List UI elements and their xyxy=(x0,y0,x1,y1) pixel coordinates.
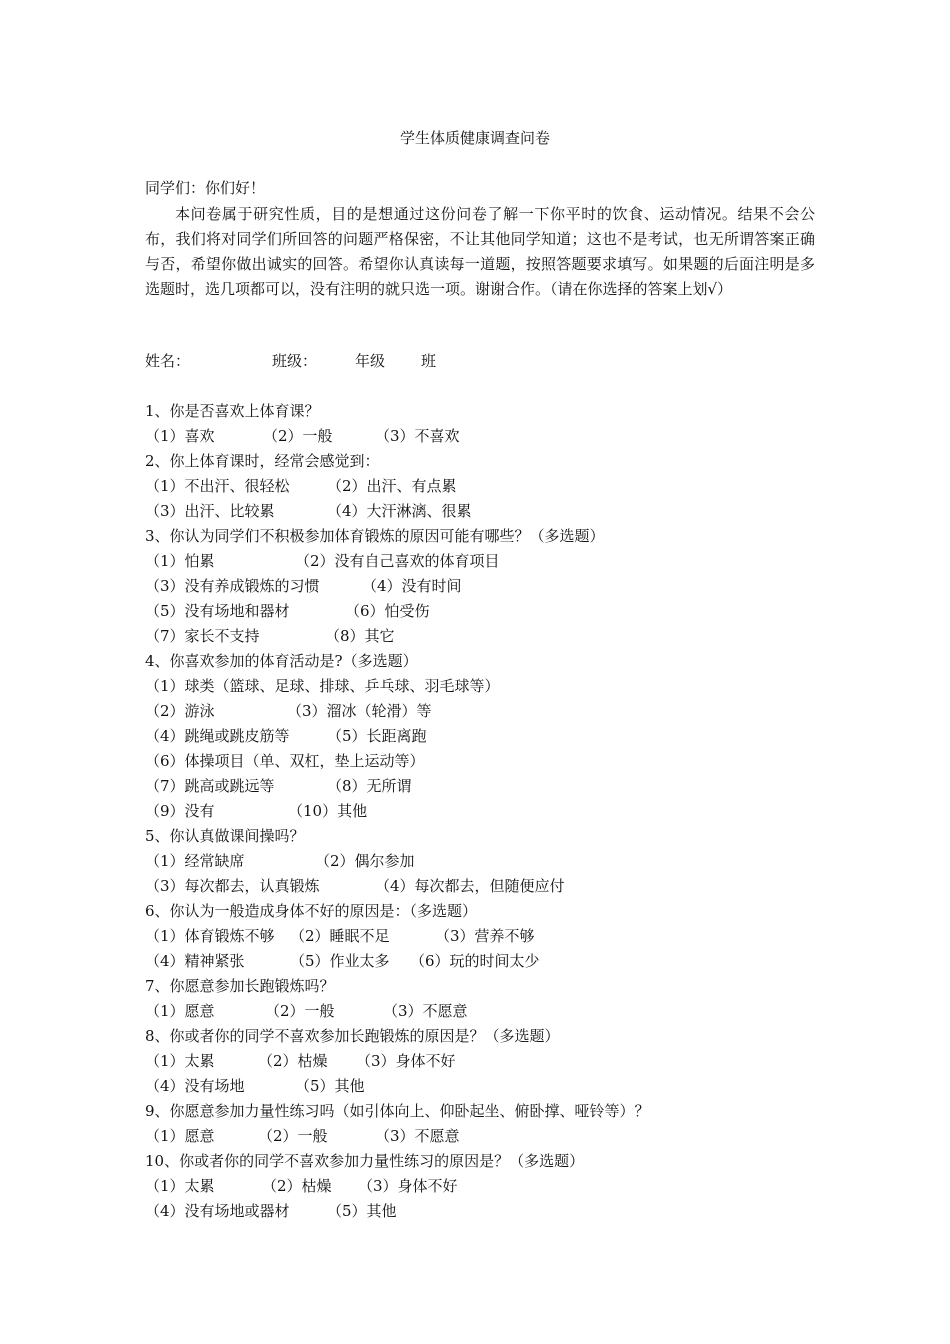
answer-option[interactable]: （8）其它 xyxy=(325,627,395,645)
answer-option[interactable]: （5）作业太多 xyxy=(290,952,390,970)
answer-option[interactable]: （2）枯燥 xyxy=(262,1177,332,1195)
option-row xyxy=(145,724,825,749)
answer-option[interactable]: （5）其他 xyxy=(327,1202,397,1220)
answer-option[interactable]: （4）精神紧张 xyxy=(145,952,245,970)
answer-option[interactable]: （7）跳高或跳远等 xyxy=(145,777,275,795)
answer-option[interactable]: （1）喜欢 xyxy=(145,427,215,445)
answer-option[interactable]: （1）不出汗、很轻松 xyxy=(145,477,290,495)
answer-option[interactable]: （3）没有养成锻炼的习惯 xyxy=(145,577,320,595)
option-row xyxy=(145,474,825,499)
option-row xyxy=(145,674,825,699)
question-text: 7、你愿意参加长跑锻炼吗？ xyxy=(145,977,335,995)
answer-option[interactable]: （3）每次都去，认真锻炼 xyxy=(145,877,320,895)
option-row xyxy=(145,949,825,974)
option-row xyxy=(145,624,825,649)
name-label: 姓名： xyxy=(145,352,191,370)
greeting: 同学们：你们好！ xyxy=(145,179,266,197)
option-row xyxy=(145,924,825,949)
answer-option[interactable]: （6）玩的时间太少 xyxy=(410,952,540,970)
answer-option[interactable]: （2）出汗、有点累 xyxy=(327,477,457,495)
student-info-fields xyxy=(145,350,436,372)
answer-option[interactable]: （1）球类（篮球、足球、排球、乒乓球、羽毛球等） xyxy=(145,677,500,695)
answer-option[interactable]: （1）太累 xyxy=(145,1177,215,1195)
answer-option[interactable]: （1）太累 xyxy=(145,1052,215,1070)
answer-option[interactable]: （5）没有场地和器材 xyxy=(145,602,290,620)
answer-option[interactable]: （3）出汗、比较累 xyxy=(145,502,275,520)
answer-option[interactable]: （5）长距离跑 xyxy=(327,727,427,745)
question-text: 9、你愿意参加力量性练习吗（如引体向上、仰卧起坐、俯卧撑、哑铃等）？ xyxy=(145,1102,650,1120)
answer-option[interactable]: （7）家长不支持 xyxy=(145,627,260,645)
question-text: 5、你认真做课间操吗？ xyxy=(145,827,305,845)
option-row xyxy=(145,774,825,799)
answer-option[interactable]: （2）睡眠不足 xyxy=(290,927,390,945)
answer-option[interactable]: （9）没有 xyxy=(145,802,215,820)
class-label: 班级： xyxy=(272,352,318,370)
option-row xyxy=(145,799,825,824)
option-row xyxy=(145,1199,825,1224)
question-text: 4、你喜欢参加的体育活动是?（多选题） xyxy=(145,652,418,670)
option-row xyxy=(145,699,825,724)
answer-option[interactable]: （4）没有场地 xyxy=(145,1077,245,1095)
answer-option[interactable]: （1）怕累 xyxy=(145,552,215,570)
answer-option[interactable]: （4）没有时间 xyxy=(362,577,462,595)
answer-option[interactable]: （4）没有场地或器材 xyxy=(145,1202,290,1220)
option-row xyxy=(145,1124,825,1149)
answer-option[interactable]: （2）一般 xyxy=(265,1002,335,1020)
answer-option[interactable]: （6）怕受伤 xyxy=(345,602,430,620)
question-text: 1、你是否喜欢上体育课？ xyxy=(145,402,320,420)
question-text: 2、你上体育课时，经常会感觉到： xyxy=(145,452,380,470)
class-suffix: 班 xyxy=(421,352,437,370)
answer-option[interactable]: （1）愿意 xyxy=(145,1127,215,1145)
option-row xyxy=(145,874,825,899)
page-title: 学生体质健康调查问卷 xyxy=(399,129,550,147)
answer-option[interactable]: （3）不喜欢 xyxy=(375,427,460,445)
question-text: 3、你认为同学们不积极参加体育锻炼的原因可能有哪些？（多选题） xyxy=(145,527,605,545)
answer-option[interactable]: （4）跳绳或跳皮筋等 xyxy=(145,727,290,745)
option-row xyxy=(145,1049,825,1074)
answer-option[interactable]: （2）一般 xyxy=(263,427,333,445)
answer-option[interactable]: （10）其他 xyxy=(288,802,368,820)
answer-option[interactable]: （4）每次都去，但随便应付 xyxy=(375,877,565,895)
question-list xyxy=(145,399,825,1224)
answer-option[interactable]: （5）其他 xyxy=(295,1077,365,1095)
answer-option[interactable]: （8）无所谓 xyxy=(327,777,412,795)
question-text: 6、你认为一般造成身体不好的原因是：（多选题） xyxy=(145,902,478,920)
answer-option[interactable]: （1）体育锻炼不够 xyxy=(145,927,275,945)
option-row xyxy=(145,549,825,574)
option-row xyxy=(145,424,825,449)
answer-option[interactable]: （3）不愿意 xyxy=(383,1002,468,1020)
answer-option[interactable]: （3）溜冰（轮滑）等 xyxy=(287,702,432,720)
answer-option[interactable]: （3）营养不够 xyxy=(435,927,535,945)
answer-option[interactable]: （1）经常缺席 xyxy=(145,852,245,870)
option-row xyxy=(145,1074,825,1099)
answer-option[interactable]: （4）大汗淋漓、很累 xyxy=(327,502,472,520)
option-row xyxy=(145,499,825,524)
answer-option[interactable]: （2）枯燥 xyxy=(258,1052,328,1070)
question-text: 10、你或者你的同学不喜欢参加力量性练习的原因是？（多选题） xyxy=(145,1152,585,1170)
answer-option[interactable]: （2）游泳 xyxy=(145,702,215,720)
answer-option[interactable]: （2）偶尔参加 xyxy=(315,852,415,870)
option-row xyxy=(145,849,825,874)
answer-option[interactable]: （3）不愿意 xyxy=(375,1127,460,1145)
question-text: 8、你或者你的同学不喜欢参加长跑锻炼的原因是？（多选题） xyxy=(145,1027,560,1045)
option-row xyxy=(145,749,825,774)
grade-label: 年级 xyxy=(355,352,386,370)
option-row xyxy=(145,599,825,624)
option-row xyxy=(145,999,825,1024)
answer-option[interactable]: （1）愿意 xyxy=(145,1002,215,1020)
answer-option[interactable]: （2）一般 xyxy=(258,1127,328,1145)
answer-option[interactable]: （6）体操项目（单、双杠，垫上运动等） xyxy=(145,752,425,770)
intro-paragraph: 本问卷属于研究性质，目的是想通过这份问卷了解一下你平时的饮食、运动情况。结果不会公布，我们将对同学们所回答的问题严格保密，不让其他同学知道；这也不是考试，也无所谓答案正确与否，希望你做出诚实的回答。希望你认真读每一道题，按照答题要求填写。如果题的后面注明是多选题时，选几项都可以，没有注明的就只选一项。谢谢合作。（请在你选择的答案上划√） xyxy=(145,205,815,298)
answer-option[interactable]: （3）身体不好 xyxy=(356,1052,456,1070)
option-row xyxy=(145,1174,825,1199)
answer-option[interactable]: （3）身体不好 xyxy=(358,1177,458,1195)
answer-option[interactable]: （2）没有自己喜欢的体育项目 xyxy=(295,552,500,570)
option-row xyxy=(145,574,825,599)
